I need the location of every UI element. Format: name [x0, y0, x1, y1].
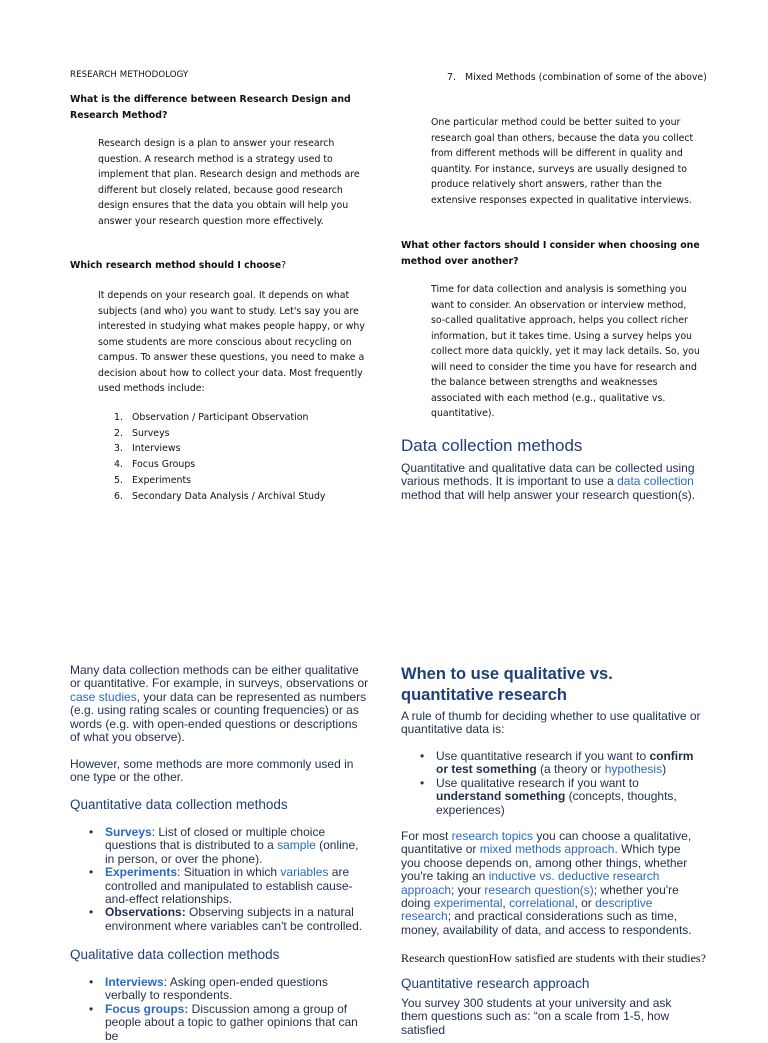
heading-quantitative-approach: Quantitative research approach [401, 976, 590, 991]
rule-of-thumb-intro: A rule of thumb for deciding whether to use qualitative or quantitative data is: [401, 709, 701, 737]
hypothesis-link[interactable]: hypothesis [604, 762, 663, 777]
mixed-methods-link[interactable]: mixed methods approach [479, 842, 615, 857]
doc-title: RESEARCH METHODOLOGY [70, 70, 189, 80]
list-item: 3. Interviews [114, 443, 181, 455]
data-collection-intro: Quantitative and qualitative data can be collected using various methods. It is important to use a data collection method that will help answer your research question(s). [401, 461, 696, 502]
paragraph-commonly-used: However, some methods are more commonly used in one type or the other. [70, 757, 354, 785]
question-other-factors: What other factors should I consider when choosing one method over another? [401, 240, 700, 267]
list-item: 7. Mixed Methods (combination of some of the above) [447, 72, 707, 83]
list-item: • Observations: Observing subjects in a natural environment where variables can't be controlled. [70, 906, 370, 933]
heading-quantitative-methods: Quantitative data collection methods [70, 797, 288, 812]
question-which-method: Which research method should I choose? [70, 260, 287, 271]
methods-list [98, 410, 368, 504]
list-item: 6. Secondary Data Analysis / Archival Study [114, 490, 326, 502]
data-collection-link[interactable]: data collection [617, 474, 694, 489]
list-item: • Surveys: List of closed or multiple choice questions that is distributed to a sample (online, in person, or over the phone). [70, 826, 370, 866]
answer-other-factors: Time for data collection and analysis is something you want to consider. An observation or interview method, so-called qualitative approach, helps you collect richer information, but it takes time. Using a survey helps you collect more data quickly, yet it may lack details. So, you will need to consider the time you have for research and the balance between strengths and weaknesses associated with each method (e.g., qualitative vs. quantitative). [431, 284, 700, 419]
case-studies-link[interactable]: case studies [70, 689, 137, 704]
quantitative-approach-text: You survey 300 students at your university and ask them questions such as: “on a scale from 1-5, how satisfied [401, 996, 672, 1037]
sample-link[interactable]: sample [277, 838, 316, 853]
experimental-link[interactable]: experimental [433, 896, 503, 911]
heading-qualitative-methods: Qualitative data collection methods [70, 947, 280, 962]
list-item: 4. Focus Groups [114, 459, 196, 471]
paragraph-methods-both: Many data collection methods can be either qualitative or quantitative. For example, in surveys, observations or case studies, your data can be represented as numbers (e.g. using rating scales or counting frequencies) or as words (e.g. with open-ended questions or descriptions of what you observe). [70, 663, 369, 745]
section-title-when-to-use: When to use qualitative vs. quantitative research [401, 665, 613, 704]
descriptive-research-link[interactable]: descriptive research [401, 896, 653, 924]
list-item: 2. Surveys [114, 427, 170, 439]
variables-link[interactable]: variables [280, 865, 329, 880]
paragraph-choosing-approach: For most research topics you can choose a qualitative, quantitative or mixed methods approach. Which type you choose depends on, among other things, whether you're taking an inductive vs. deductive research approach; your research question(s); whether you're doing experimental, correlational, or descriptive research; and practical considerations such as time, money, availability of data, and access to respondents. [401, 829, 692, 937]
list-item: • Use quantitative research if you want to confirm or test something (a theory or hypothesis) [401, 750, 701, 777]
answer-which-method: It depends on your research goal. It depends on what subjects (and who) you want to study. Let's say you are interested in studying what makes people happy, or why some students are more conscious about recycling on campus. To answer these questions, you need to make a decision about how to collect your data. Most frequently used methods include: [98, 290, 365, 394]
rule-of-thumb-list [401, 750, 701, 817]
list-item: • Use qualitative research if you want to understand something (concepts, thoughts, experiences) [401, 777, 701, 817]
research-topics-link[interactable]: research topics [451, 829, 534, 843]
list-item: 1. Observation / Participant Observation [114, 412, 309, 423]
example-research-question: Research questionHow satisfied are students with their studies? [401, 951, 706, 965]
quantitative-methods-list [70, 826, 370, 933]
paragraph-method-suitability: One particular method could be better suited to your research goal than others, because the data you collect from different methods will be different in quality and quantity. For instance, surveys are usually designed to produce relatively short answers, rather than the extensive responses expected in qualitative interviews. [431, 117, 694, 206]
qualitative-methods-list [70, 976, 370, 1043]
research-questions-link[interactable]: research question(s) [484, 882, 594, 897]
section-title-data-collection: Data collection methods [401, 436, 583, 455]
list-item: • Experiments: Situation in which variables are controlled and manipulated to establish cause-and-effect relationships. [70, 866, 370, 906]
correlational-link[interactable]: correlational [509, 896, 575, 911]
question-design-vs-method: What is the difference between Research Design and Research Method? [70, 94, 351, 121]
list-item: 5. Experiments [114, 474, 192, 486]
methods-list-continued [431, 70, 721, 86]
inductive-deductive-link[interactable]: inductive vs. deductive research approach [401, 869, 660, 897]
list-item: • Interviews: Asking open-ended questions verbally to respondents. [70, 976, 370, 1003]
list-item: • Focus groups: Discussion among a group of people about a topic to gather opinions that can be [70, 1003, 370, 1043]
answer-design-vs-method: Research design is a plan to answer your research question. A research method is a strategy used to implement that plan. Research design and methods are different but closely related, because good research design ensures that the data you obtain will help you answer your research question more effectively. [98, 138, 360, 227]
